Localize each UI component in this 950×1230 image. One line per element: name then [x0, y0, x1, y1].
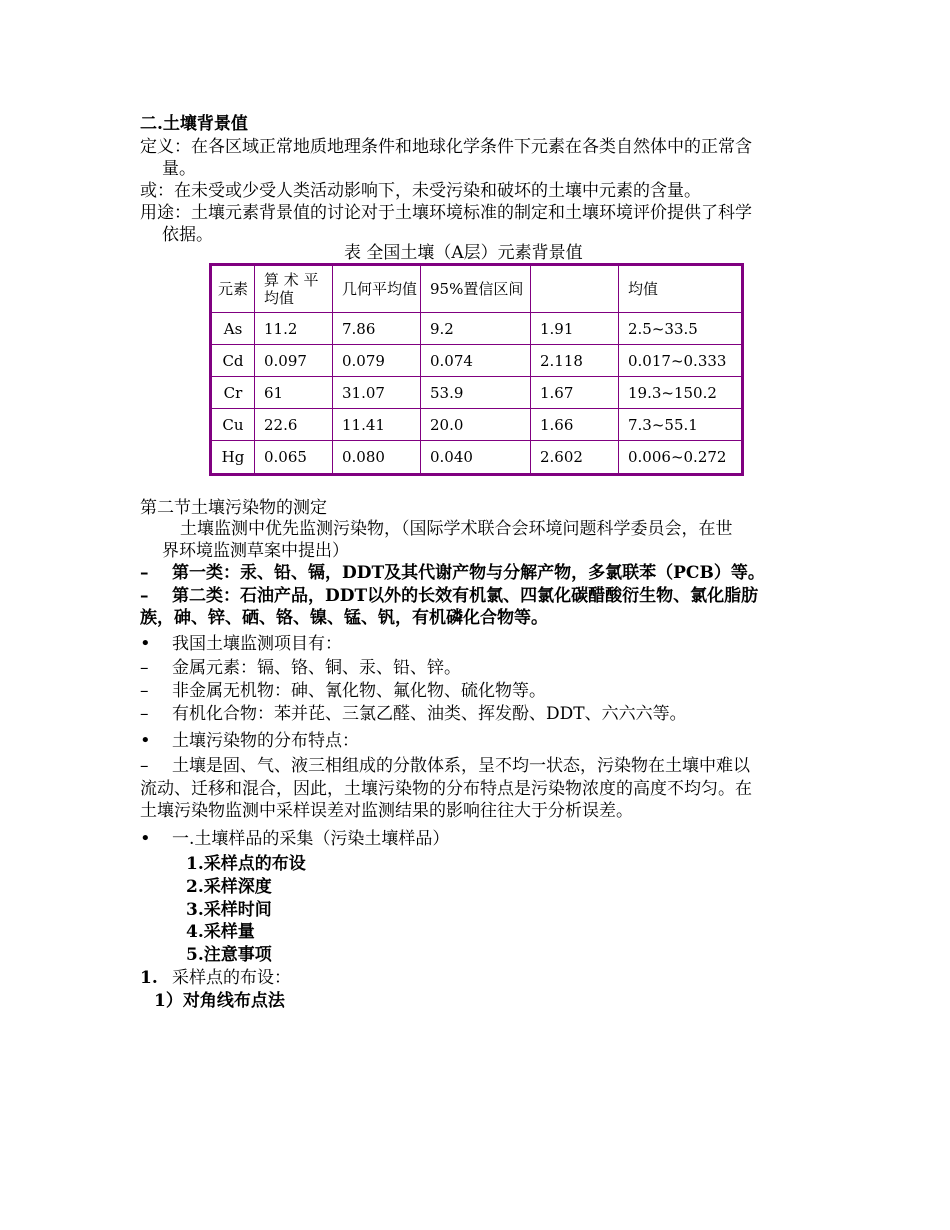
- background-value-table: [209, 263, 744, 476]
- organic-text: 有机化合物：苯并芘、三氯乙醛、油类、挥发酚、DDT、六六六等。: [172, 704, 687, 724]
- table-cell: 7.86: [333, 313, 421, 345]
- table-cell: 31.07: [333, 377, 421, 409]
- table-cell: 2.5~33.5: [619, 313, 743, 345]
- sampling-item: 2.采样深度: [186, 877, 272, 897]
- table-cell: 2.602: [531, 441, 619, 475]
- table-header-row: [211, 265, 743, 313]
- header-cell: 几何平均值: [333, 265, 421, 313]
- table-cell: 53.9: [421, 377, 531, 409]
- table-row: [211, 313, 743, 345]
- distribution-line-3: 土壤污染物监测中采样误差对监测结果的影响往往大于分析误差。: [140, 801, 633, 821]
- section-title-background: 二.土壤背景值: [140, 114, 248, 134]
- header-cell: 算 术 平 均值: [255, 265, 333, 313]
- table-cell: Cu: [211, 409, 255, 441]
- metal-item: [140, 657, 820, 679]
- monitor-items-title: 我国土壤监测项目有：: [172, 634, 342, 654]
- metal-text: 金属元素：镉、铬、铜、汞、铅、锌。: [172, 658, 461, 678]
- sampling-item: 1.采样点的布设: [186, 854, 306, 874]
- table-cell: 0.040: [421, 441, 531, 475]
- table-cell: 0.080: [333, 441, 421, 475]
- class-two-item: [140, 585, 820, 607]
- class-one-text: 第一类：汞、铅、镉，DDT及其代谢产物与分解产物，多氯联苯（PCB）等。: [172, 563, 765, 583]
- sampling-point-title: 采样点的布设：: [172, 968, 291, 988]
- table-cell: 1.67: [531, 377, 619, 409]
- distribution-title: 土壤污染物的分布特点：: [172, 731, 359, 751]
- nonmetal-text: 非金属无机物：砷、氰化物、氟化物、硫化物等。: [172, 681, 546, 701]
- bullet-marker: •: [140, 633, 151, 654]
- table-cell: 1.66: [531, 409, 619, 441]
- sampling-title: 一.土壤样品的采集（污染土壤样品）: [172, 829, 450, 849]
- bullet-marker: •: [140, 828, 151, 849]
- table-cell: 19.3~150.2: [619, 377, 743, 409]
- table-cell: As: [211, 313, 255, 345]
- header-cell: 95%置信区间: [421, 265, 531, 313]
- definition-line-2: 量。: [162, 159, 196, 179]
- table-row: [211, 377, 743, 409]
- table-cell: 11.2: [255, 313, 333, 345]
- dash-marker: –: [140, 658, 149, 678]
- table-cell: 7.3~55.1: [619, 409, 743, 441]
- table-cell: Cd: [211, 345, 255, 377]
- sampling-heading: [140, 828, 820, 850]
- table-row: [211, 345, 743, 377]
- table-row: [211, 441, 743, 475]
- section-title-pollutants: 第二节土壤污染物的测定: [140, 498, 327, 518]
- diagonal-method: 1）对角线布点法: [154, 991, 285, 1011]
- numbered-marker: 1.: [140, 968, 158, 988]
- table-caption: 表 全国土壤（A层）元素背景值: [344, 243, 583, 263]
- nonmetal-item: [140, 680, 820, 702]
- class-one-item: [140, 562, 820, 584]
- table-cell: 2.118: [531, 345, 619, 377]
- distribution-item: [140, 755, 820, 777]
- alternative-definition: 或：在未受或少受人类活动影响下，未受污染和破坏的土壤中元素的含量。: [140, 181, 701, 201]
- class-two-line-2: 族，砷、锌、硒、铬、镍、锰、钒，有机磷化合物等。: [140, 608, 548, 628]
- definition-line-1: 定义：在各区域正常地质地理条件和地球化学条件下元素在各类自然体中的正常含: [140, 137, 752, 157]
- sampling-item: 5.注意事项: [186, 945, 272, 965]
- class-two-text: 第二类：石油产品，DDT以外的长效有机氯、四氯化碳醋酸衍生物、氯化脂肪: [172, 586, 759, 606]
- dash-marker: –: [140, 704, 149, 724]
- dash-marker: –: [140, 681, 149, 701]
- table-cell: 20.0: [421, 409, 531, 441]
- header-cell: 元素: [211, 265, 255, 313]
- distribution-text: 土壤是固、气、液三相组成的分散体系，呈不均一状态，污染物在土壤中难以: [172, 756, 750, 776]
- distribution-line-2: 流动、迁移和混合，因此，土壤污染物的分布特点是污染物浓度的高度不均匀。在: [140, 779, 752, 799]
- table-cell: 0.065: [255, 441, 333, 475]
- header-cell: [531, 265, 619, 313]
- table-cell: 0.074: [421, 345, 531, 377]
- table-cell: 0.097: [255, 345, 333, 377]
- dash-marker: –: [140, 756, 149, 776]
- sampling-item: 3.采样时间: [186, 900, 272, 920]
- usage-line-2: 依据。: [162, 225, 213, 245]
- sampling-item: 4.采样量: [186, 922, 255, 942]
- priority-intro-line-2: 界环境监测草案中提出）: [162, 541, 349, 561]
- table-cell: 0.079: [333, 345, 421, 377]
- table-row: [211, 409, 743, 441]
- dash-marker: –: [140, 586, 149, 606]
- usage-line-1: 用途：土壤元素背景值的讨论对于土壤环境标准的制定和土壤环境评价提供了科学: [140, 203, 752, 223]
- distribution-heading: [140, 730, 820, 752]
- table-cell: 9.2: [421, 313, 531, 345]
- bullet-marker: •: [140, 730, 151, 751]
- table-cell: Cr: [211, 377, 255, 409]
- header-cell: 均值: [619, 265, 743, 313]
- dash-marker: –: [140, 563, 149, 583]
- table-cell: 0.006~0.272: [619, 441, 743, 475]
- monitor-items-heading: [140, 633, 820, 655]
- organic-item: [140, 703, 820, 725]
- table-cell: 1.91: [531, 313, 619, 345]
- table-cell: 0.017~0.333: [619, 345, 743, 377]
- table-cell: 22.6: [255, 409, 333, 441]
- table-cell: 11.41: [333, 409, 421, 441]
- sampling-point-heading: [140, 967, 820, 989]
- table-cell: Hg: [211, 441, 255, 475]
- table-cell: 61: [255, 377, 333, 409]
- priority-intro-line-1: 土壤监测中优先监测污染物，（国际学术联合会环境问题科学委员会，在世: [180, 519, 733, 539]
